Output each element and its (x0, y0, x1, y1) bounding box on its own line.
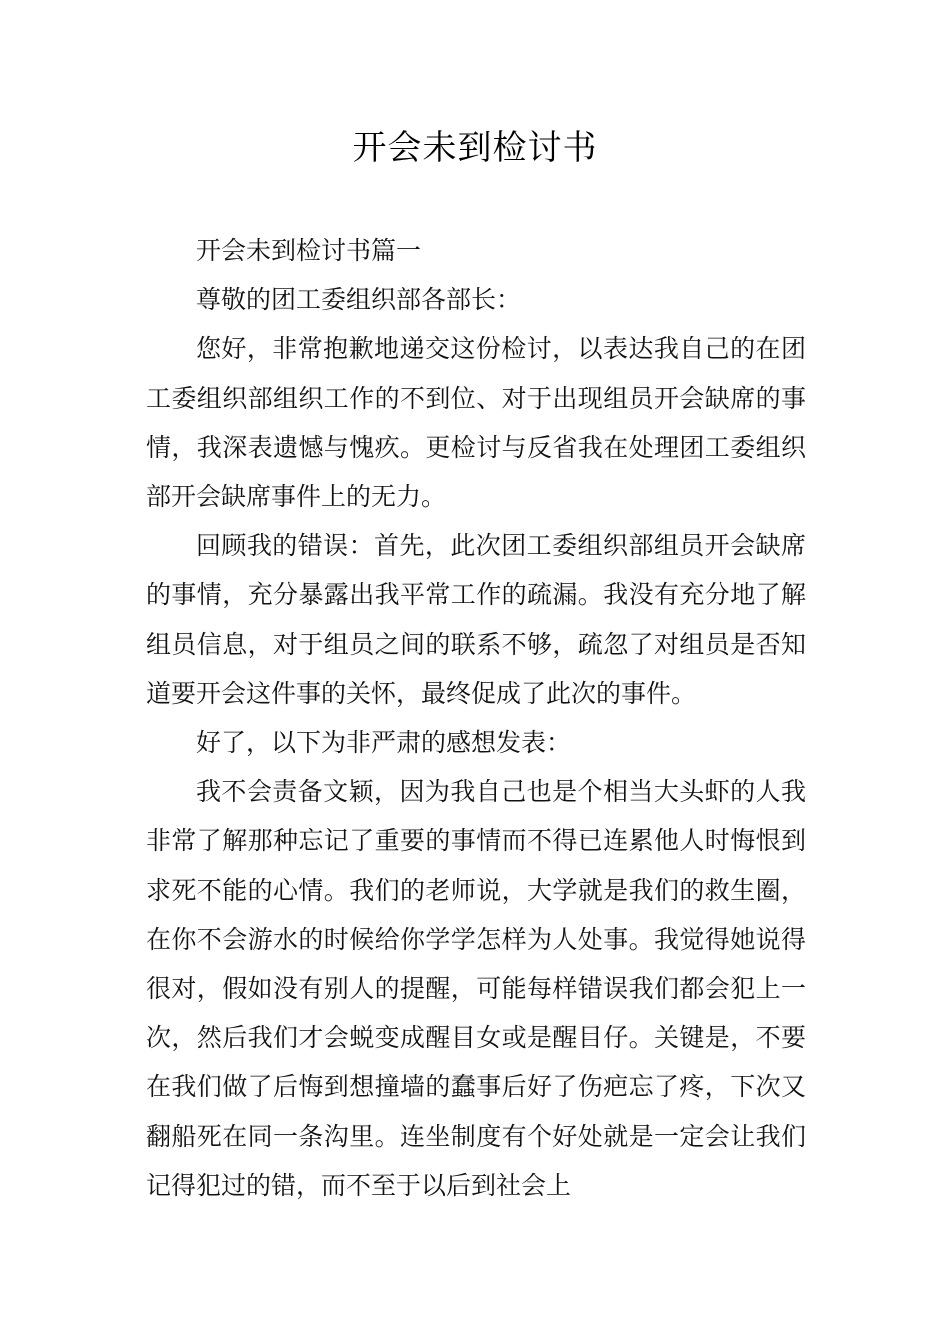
section-heading: 开会未到检讨书篇一 (196, 236, 422, 265)
document-body (146, 226, 806, 1210)
body-paragraph: 好了，以下为非严肃的感想发表： (196, 728, 572, 758)
body-paragraph: 我不会责备文颖，因为我自己也是个相当大头虾的人我非常了解那种忘记了重要的事情而不得已连累他人时悔恨到求死不能的心情。我们的老师说，大学就是我们的救生圈，在你不会游水的时候给你学学怎样为人处事。我觉得她说得很对，假如没有别人的提醒，可能每样错误我们都会犯上一次，然后我们才会蜕变成醒目女或是醒目仔。关键是，不要在我们做了后悔到想撞墙的蠢事后好了伤疤忘了疼，下次又翻船死在同一条沟里。连坐制度有个好处就是一定会让我们记得犯过的错，而不至于以后到社会上 (146, 777, 806, 1200)
salutation: 尊敬的团工委组织部各部长： (196, 285, 522, 315)
document-title: 开会未到检讨书 (352, 128, 598, 168)
body-paragraph: 回顾我的错误：首先，此次团工委组织部组员开会缺席的事情，充分暴露出我平常工作的疏漏。我没有充分地了解组员信息，对于组员之间的联系不够，疏忽了对组员是否知道要开会这件事的关怀，最终促成了此次的事件。 (146, 531, 806, 708)
body-paragraph: 您好，非常抱歉地递交这份检讨，以表达我自己的在团工委组织部组织工作的不到位、对于出现组员开会缺席的事情，我深表遗憾与愧疚。更检讨与反省我在处理团工委组织部开会缺席事件上的无力。 (146, 334, 806, 512)
